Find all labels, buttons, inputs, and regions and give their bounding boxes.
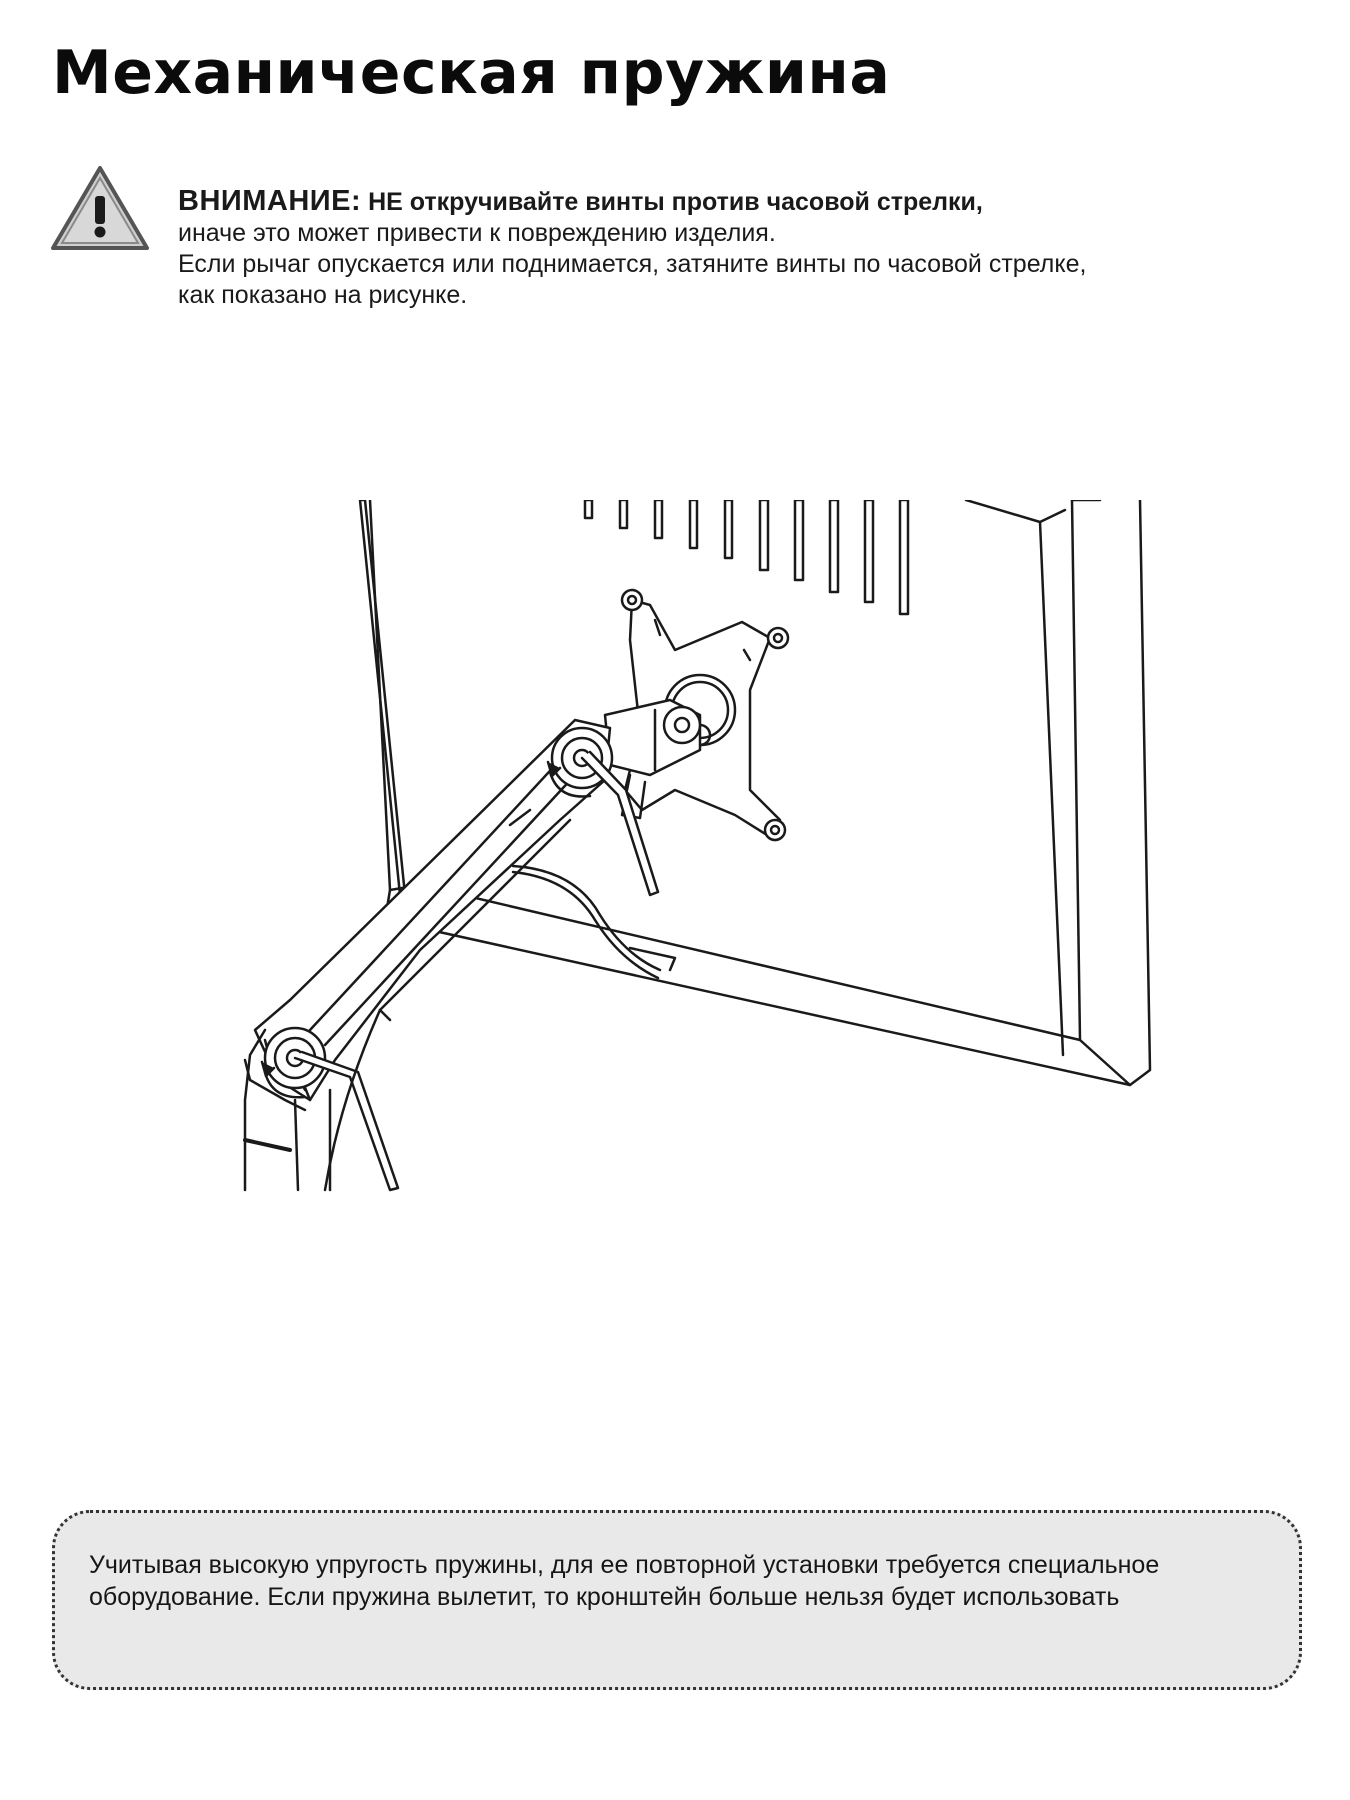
warning-line: Если рычаг опускается или поднимается, затяните винты по часовой стрелке, (178, 250, 1087, 278)
note-text: Учитывая высокую упругость пружины, для ее повторной установки требуется специальное оборудование. Если пружина вылетит, то кронштейн больше нельзя будет использовать (89, 1551, 1160, 1611)
warning-line: как показано на рисунке. (178, 281, 468, 309)
warning-label: ВНИМАНИЕ: (178, 185, 362, 217)
warning-lead-text: НЕ откручивайте винты против часовой стрелки, (361, 188, 983, 216)
monitor-icon (360, 500, 1150, 1085)
monitor-arm-illustration (230, 500, 1180, 1280)
page-title: Механическая пружина (52, 38, 891, 108)
warning-line: иначе это может привести к повреждению изделия. (178, 219, 776, 247)
warning-block (50, 164, 1300, 324)
warning-triangle-icon (50, 164, 150, 254)
warning-text (178, 186, 1288, 311)
warning-first-line (178, 186, 1288, 218)
arm-icon (245, 720, 610, 1190)
note-box (52, 1510, 1302, 1690)
